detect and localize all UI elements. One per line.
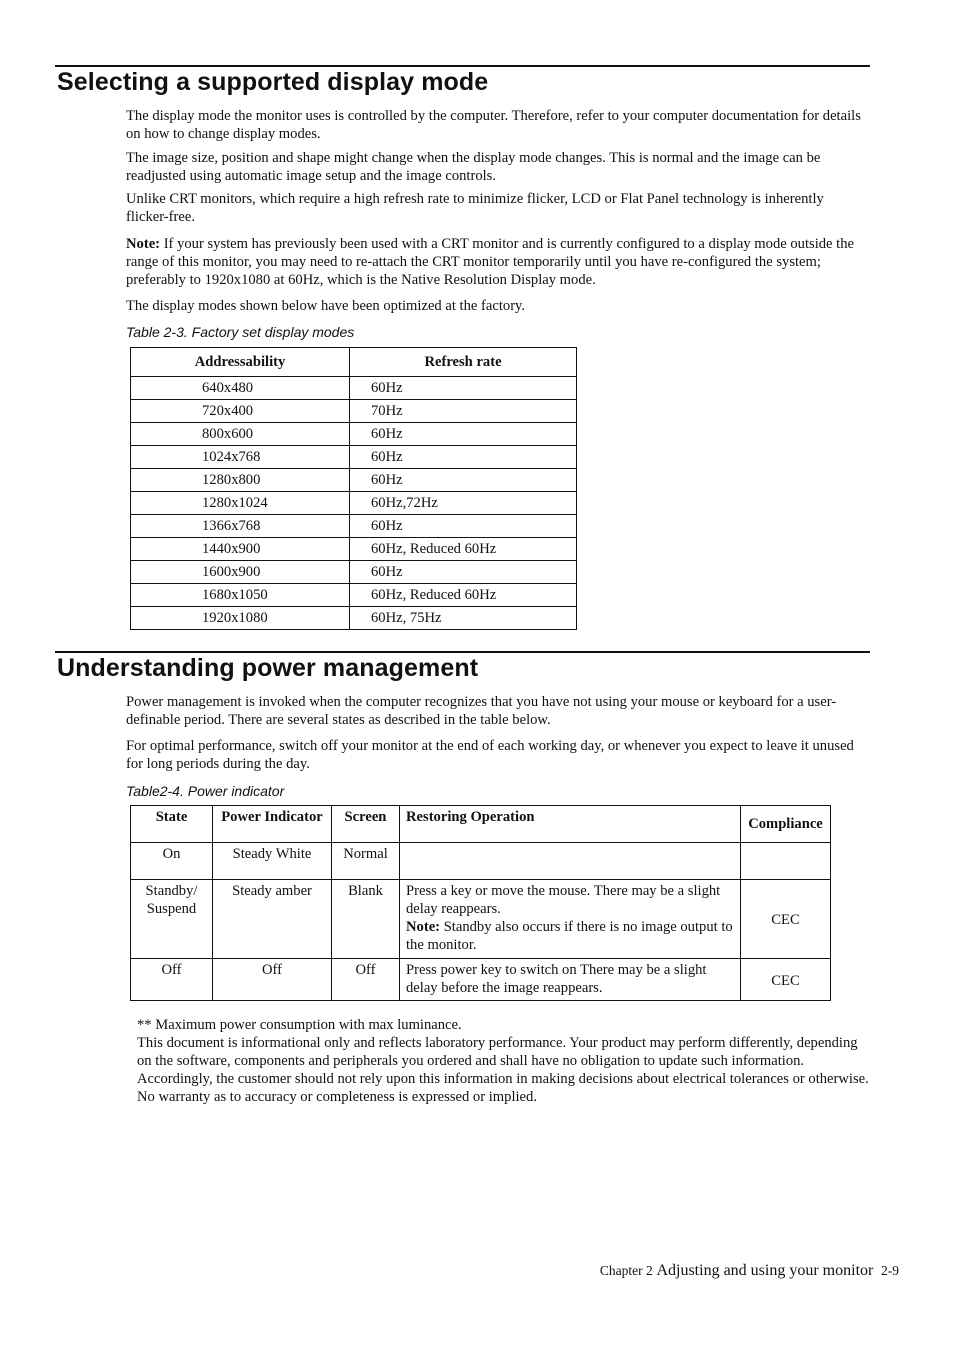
paragraph-power-management: Power management is invoked when the computer recognizes that you have not using your mouse or keyboard for a user-definable period. There are several states as described in the table below. (126, 694, 837, 728)
refresh-rate-cell: 60Hz, 75Hz (350, 607, 577, 630)
compliance-cell: CEC (741, 959, 831, 1001)
table-row (131, 515, 577, 538)
power-indicator-cell: Off (213, 959, 332, 1001)
addressability-cell: 1920x1080 (131, 607, 350, 630)
screen-cell: Off (332, 959, 400, 1001)
addressability-cell: 1024x768 (131, 446, 350, 469)
screen-cell: Normal (332, 843, 400, 880)
refresh-rate-cell: 60Hz, Reduced 60Hz (350, 584, 577, 607)
refresh-rate-cell: 60Hz (350, 515, 577, 538)
restore-note-label: Note: (406, 919, 441, 935)
addressability-cell: 1680x1050 (131, 584, 350, 607)
refresh-rate-cell: 60Hz (350, 446, 577, 469)
restoring-operation-text: Press a key or move the mouse. There may be a slight delay reappears. (406, 883, 721, 917)
table-row (131, 446, 577, 469)
addressability-cell: 1366x768 (131, 515, 350, 538)
paragraph-display-mode-control: The display mode the monitor uses is controlled by the computer. Therefore, refer to your computer documentation for details on how to change display modes. (126, 108, 861, 142)
note-text: If your system has previously been used with a CRT monitor and is currently configured to a display mode outside the range of this monitor, you may need to re-attach the CRT monitor temporarily until you have re-configured the system; preferably to 1920x1080 at 60Hz, which is the Native Resolution Display mode. (126, 236, 854, 288)
column-header-compliance: Compliance (741, 806, 831, 843)
addressability-cell: 1440x900 (131, 538, 350, 561)
addressability-cell: 1280x1024 (131, 492, 350, 515)
refresh-rate-cell: 60Hz (350, 561, 577, 584)
refresh-rate-cell: 70Hz (350, 400, 577, 423)
section-divider (55, 65, 870, 67)
refresh-rate-cell: 60Hz (350, 377, 577, 400)
section-divider (55, 651, 870, 653)
refresh-rate-cell: 60Hz, Reduced 60Hz (350, 538, 577, 561)
page-footer (600, 1262, 899, 1280)
footnote-disclaimer: This document is informational only and reflects laboratory performance. Your product may perform differently, depending on the software, components and peripherals you ordered and shall have no obligation to update such information. Accordingly, the customer should not rely upon this information in making decisions about electrical tolerances or otherwise. No warranty as to accuracy or completeness is expressed or implied. (137, 1035, 869, 1105)
footnote-max-power: ** Maximum power consumption with max luminance. (137, 1017, 462, 1033)
paragraph-optimal-performance: For optimal performance, switch off your monitor at the end of each working day, or whenever you expect to leave it unused for long periods during the day. (126, 738, 854, 772)
power-indicator-cell: Steady White (213, 843, 332, 880)
table-row (131, 400, 577, 423)
table-row (131, 423, 577, 446)
addressability-cell: 720x400 (131, 400, 350, 423)
table-row (131, 880, 831, 959)
addressability-cell: 1600x900 (131, 561, 350, 584)
state-cell: On (131, 843, 213, 880)
restoring-operation-cell (400, 843, 741, 880)
restoring-operation-cell (400, 880, 741, 959)
note-label: Note: (126, 236, 161, 252)
section-heading-power-management: Understanding power management (57, 654, 479, 682)
table-header-row (131, 806, 831, 843)
table-row (131, 492, 577, 515)
power-indicator-cell: Steady amber (213, 880, 332, 959)
column-header-screen: Screen (332, 806, 400, 843)
column-header-refresh-rate: Refresh rate (350, 348, 577, 377)
table-caption-display-modes: Table 2-3. Factory set display modes (126, 324, 355, 340)
state-cell: Off (131, 959, 213, 1001)
table-row (131, 584, 577, 607)
table-header-row (131, 348, 577, 377)
addressability-cell: 1280x800 (131, 469, 350, 492)
section-heading-display-mode: Selecting a supported display mode (57, 68, 489, 96)
column-header-restoring-operation: Restoring Operation (400, 806, 741, 843)
paragraph-optimized-modes: The display modes shown below have been optimized at the factory. (126, 298, 526, 314)
table-row (131, 469, 577, 492)
table-row (131, 538, 577, 561)
table-row (131, 607, 577, 630)
column-header-addressability: Addressability (131, 348, 350, 377)
table-row (131, 377, 577, 400)
paragraph-image-size: The image size, position and shape might change when the display mode changes. This is normal and the image can be readjusted using automatic image setup and the image controls. (126, 150, 821, 184)
screen-cell: Blank (332, 880, 400, 959)
addressability-cell: 640x480 (131, 377, 350, 400)
note-paragraph (126, 235, 870, 289)
power-indicator-table (130, 805, 831, 1001)
table-row (131, 561, 577, 584)
paragraph-crt-flicker: Unlike CRT monitors, which require a high refresh rate to minimize flicker, LCD or Flat Panel technology is inherently flicker-free. (126, 191, 824, 225)
column-header-state: State (131, 806, 213, 843)
refresh-rate-cell: 60Hz (350, 423, 577, 446)
display-modes-table (130, 347, 577, 630)
table-row (131, 959, 831, 1001)
refresh-rate-cell: 60Hz,72Hz (350, 492, 577, 515)
restore-note-text: Standby also occurs if there is no image output to the monitor. (406, 919, 733, 953)
column-header-power-indicator: Power Indicator (213, 806, 332, 843)
compliance-cell (741, 843, 831, 880)
compliance-cell: CEC (741, 880, 831, 959)
table-row (131, 843, 831, 880)
table-caption-power-indicator: Table2-4. Power indicator (126, 783, 285, 799)
footer-page-number: 2-9 (881, 1263, 899, 1278)
state-cell: Standby/ Suspend (131, 880, 213, 959)
refresh-rate-cell: 60Hz (350, 469, 577, 492)
restoring-operation-cell: Press power key to switch on There may be a slight delay before the image reappears. (400, 959, 741, 1001)
footer-chapter-title: Adjusting and using your monitor (656, 1262, 874, 1279)
footer-chapter: Chapter 2 (599, 1263, 653, 1278)
addressability-cell: 800x600 (131, 423, 350, 446)
